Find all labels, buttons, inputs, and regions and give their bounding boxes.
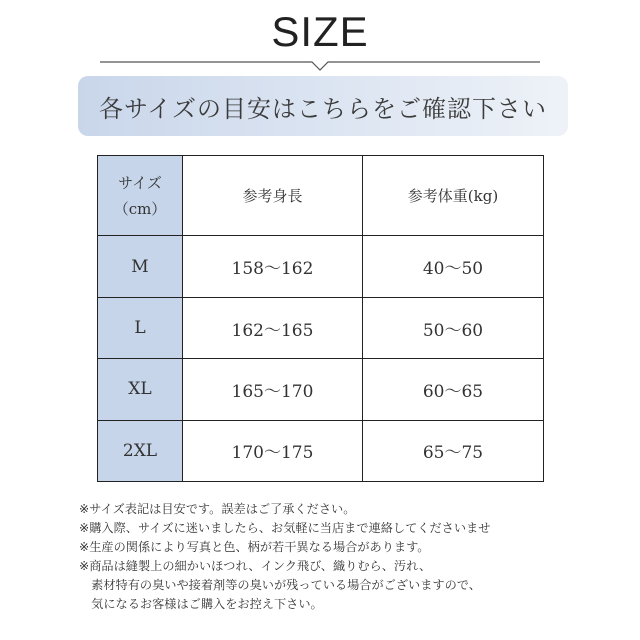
note-line: 素材特有の臭いや接着剤等の臭いが残っている場合がございますので、 xyxy=(79,578,481,592)
table-row xyxy=(98,236,544,297)
header-size-label: サイズ xyxy=(118,173,162,192)
cell-height: 162～165 xyxy=(183,297,363,358)
cell-weight: 65～75 xyxy=(363,420,544,481)
header-size xyxy=(98,156,183,236)
cell-size: L xyxy=(98,297,183,358)
table-header-row xyxy=(98,156,544,236)
cell-weight: 60～65 xyxy=(363,359,544,420)
cell-weight: 50～60 xyxy=(363,297,544,358)
note-line: ※購入際、サイズに迷いましたら、お気軽に当店まで連絡してくださいませ xyxy=(79,521,491,535)
note-line: ※サイズ表記は目安です。誤差はご了承ください。 xyxy=(79,502,356,516)
header-size-unit: （cm） xyxy=(113,199,167,218)
cell-height: 158～162 xyxy=(183,236,363,297)
size-table xyxy=(97,155,544,482)
size-guide-banner: 各サイズの目安はこちらをご確認下さい xyxy=(78,76,568,136)
cell-size: 2XL xyxy=(98,420,183,481)
cell-weight: 40～50 xyxy=(363,236,544,297)
cell-height: 165～170 xyxy=(183,359,363,420)
cell-size: M xyxy=(98,236,183,297)
table-row xyxy=(98,297,544,358)
table-row xyxy=(98,359,544,420)
table-row xyxy=(98,420,544,481)
notes xyxy=(79,500,619,614)
title-divider xyxy=(100,61,540,73)
page-title: SIZE xyxy=(271,8,369,55)
note-line: 気になるお客様はご購入をお控え下さい。 xyxy=(79,597,323,611)
header-weight: 参考体重(kg) xyxy=(363,156,544,236)
note-line: ※商品は縫製上の細かいほつれ、インク飛び、織りむら、汚れ、 xyxy=(79,559,432,573)
cell-height: 170～175 xyxy=(183,420,363,481)
header-height: 参考身長 xyxy=(183,156,363,236)
cell-size: XL xyxy=(98,359,183,420)
note-line: ※生産の関係により写真と色、柄が若干異なる場合があります。 xyxy=(79,540,430,554)
